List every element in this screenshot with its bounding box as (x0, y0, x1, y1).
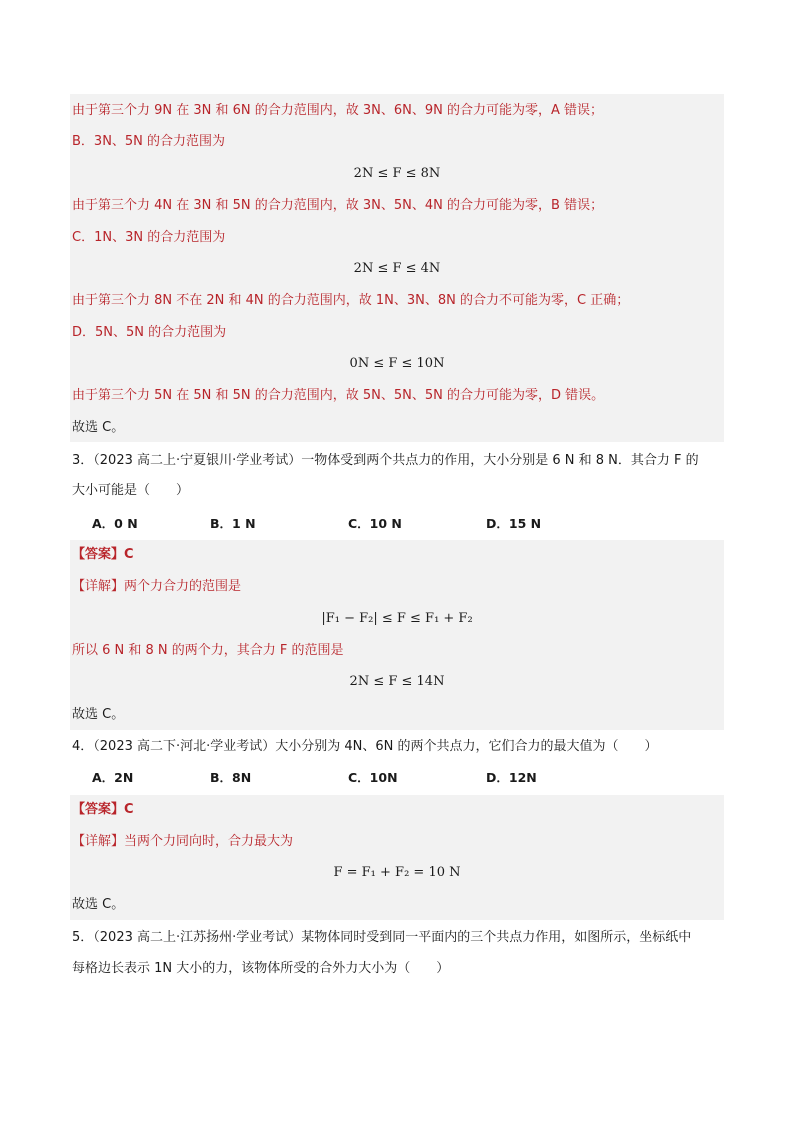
q4-option-d: D．12N (486, 770, 537, 785)
q3-solution-background (70, 540, 724, 730)
q4-detail: 【详解】当两个力同向时，合力最大为 (72, 834, 294, 849)
q4-option-c: C．10N (348, 770, 398, 785)
option-d-label: D．5N、5N 的合力范围为 (72, 325, 227, 340)
q3-formula-2: 2N ≤ F ≤ 14N (349, 674, 445, 689)
option-d-conclusion: 由于第三个力 5N 在 5N 和 5N 的合力范围内，故 5N、5N、5N 的合力可能为零，D 错误。 (72, 388, 605, 403)
q2-choice: 故选 C。 (72, 420, 125, 435)
q4-formula: F = F₁ + F₂ = 10 N (333, 865, 461, 880)
q4-option-a: A．2N (92, 770, 134, 785)
option-d-formula: 0N ≤ F ≤ 10N (349, 356, 445, 371)
q5-stem-line2: 每格边长表示 1N 大小的力，该物体所受的合外力大小为（ ） (72, 961, 450, 976)
q3-formula-1: |F₁ − F₂| ≤ F ≤ F₁ + F₂ (321, 611, 473, 626)
q3-detail: 【详解】两个力合力的范围是 (72, 579, 242, 594)
q3-stem-line2: 大小可能是（ ） (72, 483, 190, 498)
q3-option-b: B．1 N (210, 516, 256, 531)
q3-choice: 故选 C。 (72, 707, 125, 722)
q3-option-a: A．0 N (92, 516, 138, 531)
q4-stem-line1: 4．（2023 高二下·河北·学业考试）大小分别为 4N、6N 的两个共点力，它们合力的最大值为（ ） (72, 739, 658, 754)
q3-option-c: C．10 N (348, 516, 402, 531)
option-b-formula: 2N ≤ F ≤ 8N (353, 166, 441, 181)
option-c-label: C．1N、3N 的合力范围为 (72, 230, 226, 245)
q3-explain: 所以 6 N 和 8 N 的两个力，其合力 F 的范围是 (72, 643, 344, 658)
option-c-formula: 2N ≤ F ≤ 4N (353, 261, 441, 276)
q5-stem-line1: 5．（2023 高二上·江苏扬州·学业考试）某物体同时受到同一平面内的三个共点力作用，如图所示，坐标纸中 (72, 930, 692, 945)
option-b-conclusion: 由于第三个力 4N 在 3N 和 5N 的合力范围内，故 3N、5N、4N 的合力可能为零，B 错误； (72, 198, 604, 213)
option-c-conclusion: 由于第三个力 8N 不在 2N 和 4N 的合力范围内，故 1N、3N、8N 的合力不可能为零，C 正确； (72, 293, 630, 308)
q3-stem-line1: 3．（2023 高二上·宁夏银川·学业考试）一物体受到两个共点力的作用，大小分别是 6 N 和 8 N．其合力 F 的 (72, 453, 699, 468)
q3-answer: 【答案】C (72, 547, 134, 562)
q4-solution-background (70, 795, 724, 920)
q4-answer: 【答案】C (72, 802, 134, 817)
q4-option-b: B．8N (210, 770, 252, 785)
option-a-conclusion: 由于第三个力 9N 在 3N 和 6N 的合力范围内，故 3N、6N、9N 的合力可能为零，A 错误； (72, 103, 604, 118)
option-b-label: B．3N、5N 的合力范围为 (72, 134, 226, 149)
q4-choice: 故选 C。 (72, 897, 125, 912)
q3-option-d: D．15 N (486, 516, 542, 531)
